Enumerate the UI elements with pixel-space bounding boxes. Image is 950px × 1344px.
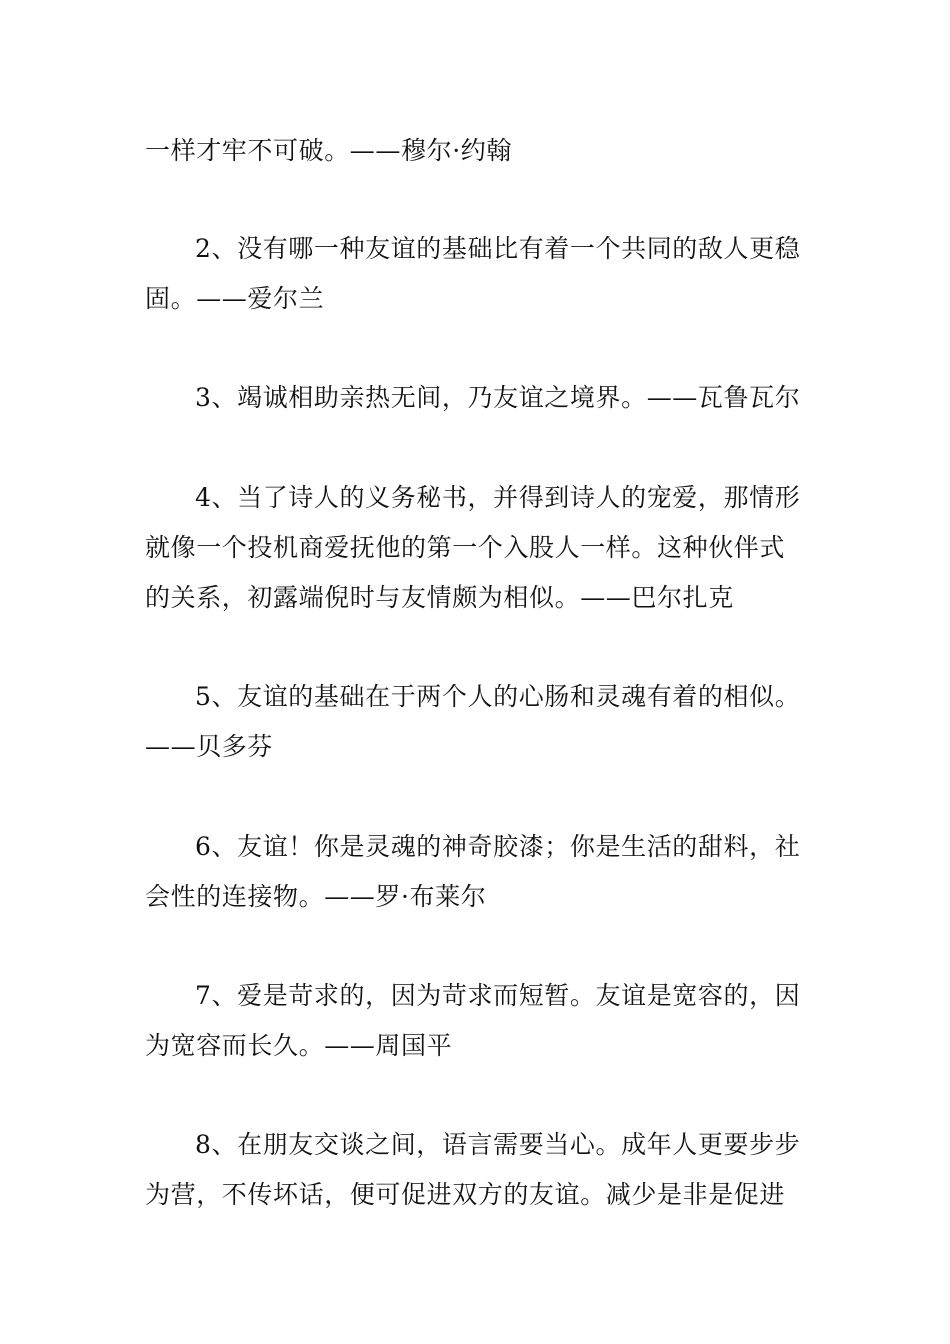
text-line: ——贝多芬 — [145, 732, 274, 761]
text-line: 4、当了诗人的义务秘书，并得到诗人的宠爱，那情形 — [195, 483, 801, 512]
text-line: 7、爱是苛求的，因为苛求而短暂。友谊是宽容的，因 — [195, 981, 801, 1010]
text-line: 8、在朋友交谈之间，语言需要当心。成年人更要步步 — [195, 1130, 801, 1159]
text-line: 为宽容而长久。——周国平 — [145, 1031, 453, 1060]
text-line: 就像一个投机商爱抚他的第一个入股人一样。这种伙伴式 — [145, 533, 786, 562]
text-line: 3、竭诚相助亲热无间，乃友谊之境界。——瓦鲁瓦尔 — [195, 383, 801, 412]
text-line: 会性的连接物。——罗·布莱尔 — [145, 882, 487, 911]
text-line: 的关系，初露端倪时与友情颇为相似。——巴尔扎克 — [145, 583, 734, 612]
text-line: 5、友谊的基础在于两个人的心肠和灵魂有着的相似。 — [195, 682, 801, 711]
text-line: 为营，不传坏话，便可促进双方的友谊。减少是非是促进 — [145, 1180, 786, 1209]
text-line: 一样才牢不可破。——穆尔·约翰 — [145, 136, 512, 165]
text-line: 固。——爱尔兰 — [145, 284, 325, 313]
text-line: 6、友谊！你是灵魂的神奇胶漆；你是生活的甜料，社 — [195, 832, 801, 861]
text-line: 2、没有哪一种友谊的基础比有着一个共同的敌人更稳 — [195, 234, 801, 263]
